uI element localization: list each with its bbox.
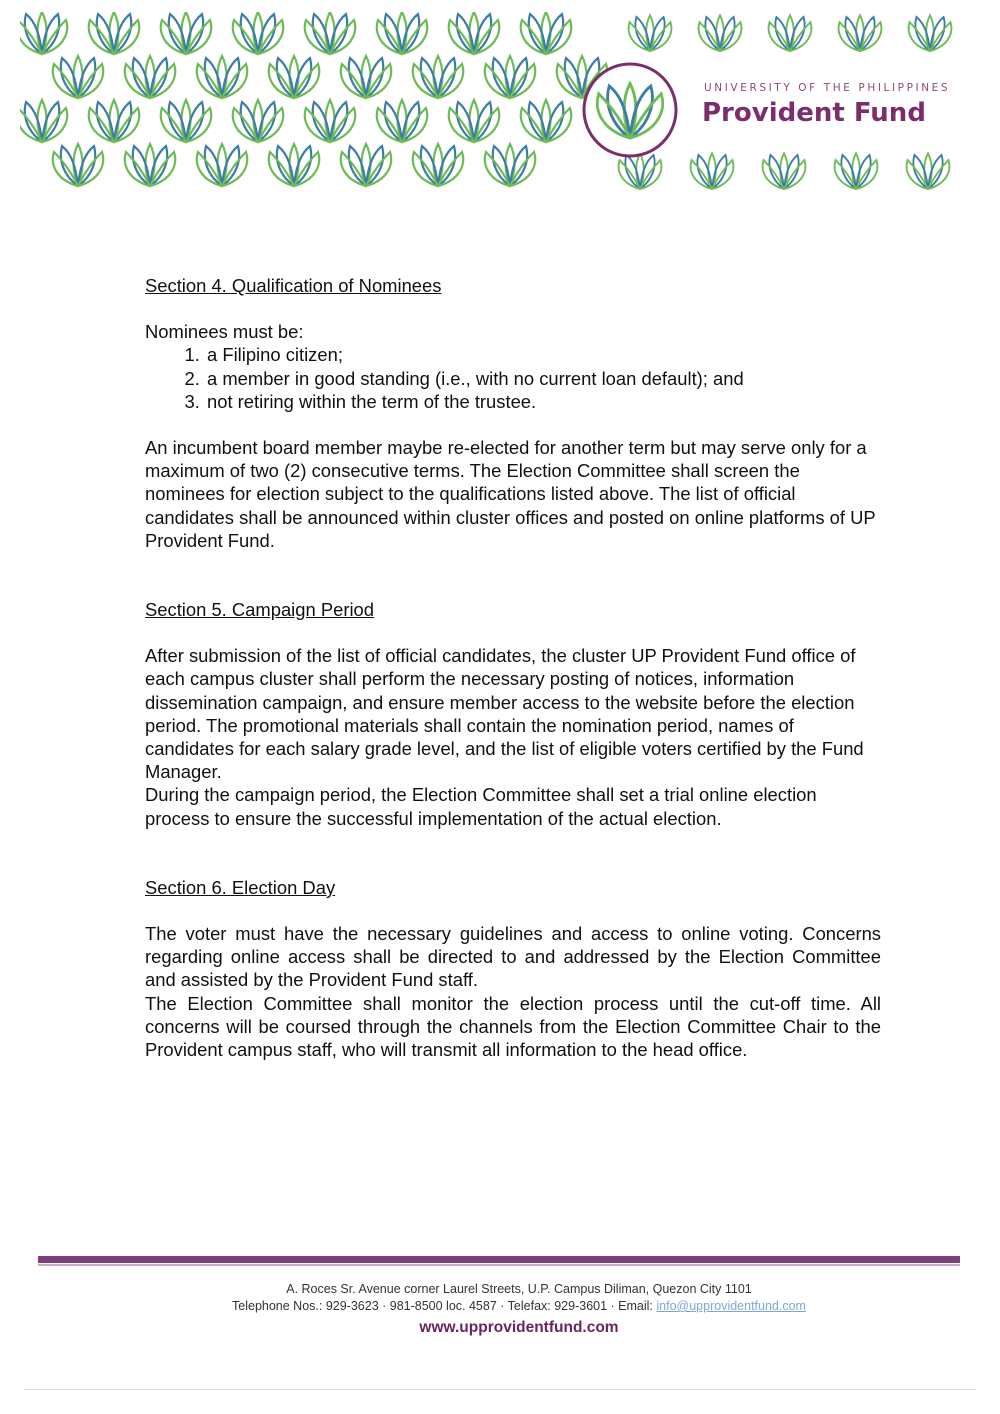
tulip-ornament-4 [305, 12, 355, 54]
section-6-paragraph-1: The voter must have the necessary guidelines and access to online voting. Concerns regarding online access shall be directed to and addressed by the Election Committee and assisted by the Provident Fund staff. [145, 923, 881, 991]
requirement-item: 3. not retiring within the term of the trustee. [205, 390, 881, 413]
tulip-ornament-38 [763, 153, 806, 189]
section-5-paragraph-1: After submission of the list of official candidates, the cluster UP Provident Fund office of each campus cluster shall perform the necessary posting of notices, information dissemination campaign, and ensure member access to the website before the election period. The promotional materials shall contain the nomination period, names of candidates for each salary grade level, and the list of eligible voters certified by the Fund Manager. [145, 645, 864, 783]
tulip-ornament-39 [835, 153, 878, 189]
logo-provident-fund-text: Provident Fund [702, 98, 926, 128]
requirement-item: 2. a member in good standing (i.e., with no current loan default); and [205, 367, 881, 390]
tulip-ornament-12 [341, 56, 391, 98]
footer [0, 1281, 1000, 1337]
footer-divider [38, 1256, 960, 1263]
footer-divider-shadow [38, 1264, 960, 1266]
tulip-ornament-9 [125, 56, 175, 98]
section-4-paragraph: An incumbent board member maybe re-elected for another term but may serve only for a maximum of two (2) consecutive terms. The Election Committee shall screen the nominees for election subject to the qualifications listed above. The list of official candidates shall be announced within cluster offices and posted on online platforms of UP Provident Fund. [145, 437, 876, 551]
tulip-ornament-14 [485, 56, 535, 98]
tulip-ornament-10 [197, 56, 247, 98]
tulip-ornament-26 [197, 144, 247, 186]
logo-university-text: UNIVERSITY OF THE PHILIPPINES [704, 82, 951, 94]
footer-email-link[interactable]: info@upprovidentfund.com [656, 1299, 806, 1313]
tulip-ornament-6 [449, 12, 499, 54]
section-4-heading: Section 4. Qualification of Nominees [145, 275, 442, 296]
tulip-ornament-5 [377, 12, 427, 54]
document-body [145, 274, 881, 1061]
footer-contact [0, 1298, 1000, 1315]
tulip-ornament-3 [233, 12, 283, 54]
page-bottom-rule [24, 1389, 976, 1390]
section-6-heading: Section 6. Election Day [145, 876, 336, 898]
section-4-intro: Nominees must be: [145, 321, 304, 343]
requirement-item: 1. a Filipino citizen; [205, 343, 881, 366]
footer-address: A. Roces Sr. Avenue corner Laurel Streets, U.P. Campus Diliman, Quezon City 1101 [286, 1282, 752, 1296]
tulip-ornament-18 [161, 100, 211, 142]
tulip-ornament-2 [161, 12, 211, 54]
tulip-ornament-28 [341, 144, 391, 186]
tulip-ornament-8 [53, 56, 103, 98]
footer-telephone: Telephone Nos.: 929-3623 · 981-8500 loc. 4587 · Telefax: 929-3601 · Email: [232, 1299, 657, 1313]
section-5-heading: Section 5. Campaign Period [145, 599, 374, 621]
tulip-ornament-27 [269, 144, 319, 186]
tulip-ornament-16 [20, 100, 67, 142]
tulip-ornament-0 [20, 12, 67, 54]
tulip-ornament-7 [521, 12, 571, 54]
tulip-ornament-36 [619, 153, 662, 189]
tulip-ornament-40 [907, 153, 950, 189]
section-6 [145, 876, 881, 1061]
tulip-ornament-19 [233, 100, 283, 142]
tulip-ornament-13 [413, 56, 463, 98]
tulip-ornament-11 [269, 56, 319, 98]
tulip-ornament-25 [125, 144, 175, 186]
tulip-ornament-34 [839, 15, 882, 51]
tulip-ornament-30 [485, 144, 535, 186]
section-5 [145, 598, 881, 830]
footer-website-link[interactable]: www.upprovidentfund.com [419, 1319, 619, 1336]
tulip-ornament-17 [89, 100, 139, 142]
tulip-ornament-35 [909, 15, 952, 51]
tulip-ornament-1 [89, 12, 139, 54]
tulip-ornament-31 [629, 15, 672, 51]
tulip-ornament-33 [769, 15, 812, 51]
tulip-ornament-24 [53, 144, 103, 186]
tulip-ornament-22 [449, 100, 499, 142]
tulip-ornament-29 [413, 144, 463, 186]
section-5-paragraph-2: During the campaign period, the Election Committee shall set a trial online election process to ensure the successful implementation of the actual election. [145, 784, 817, 829]
tulip-ornament-23 [521, 100, 571, 142]
tulip-ornament-32 [699, 15, 742, 51]
nominee-requirements-list [145, 343, 881, 413]
section-4 [145, 274, 881, 552]
tulip-ornament-21 [377, 100, 427, 142]
section-6-paragraph-2: The Election Committee shall monitor the election process until the cut-off time. All concerns will be coursed through the channels from the Election Committee Chair to the Provident campus staff, who will transmit all information to the head office. [145, 992, 881, 1061]
tulip-ornament-37 [691, 153, 734, 189]
tulip-ornament-20 [305, 100, 355, 142]
